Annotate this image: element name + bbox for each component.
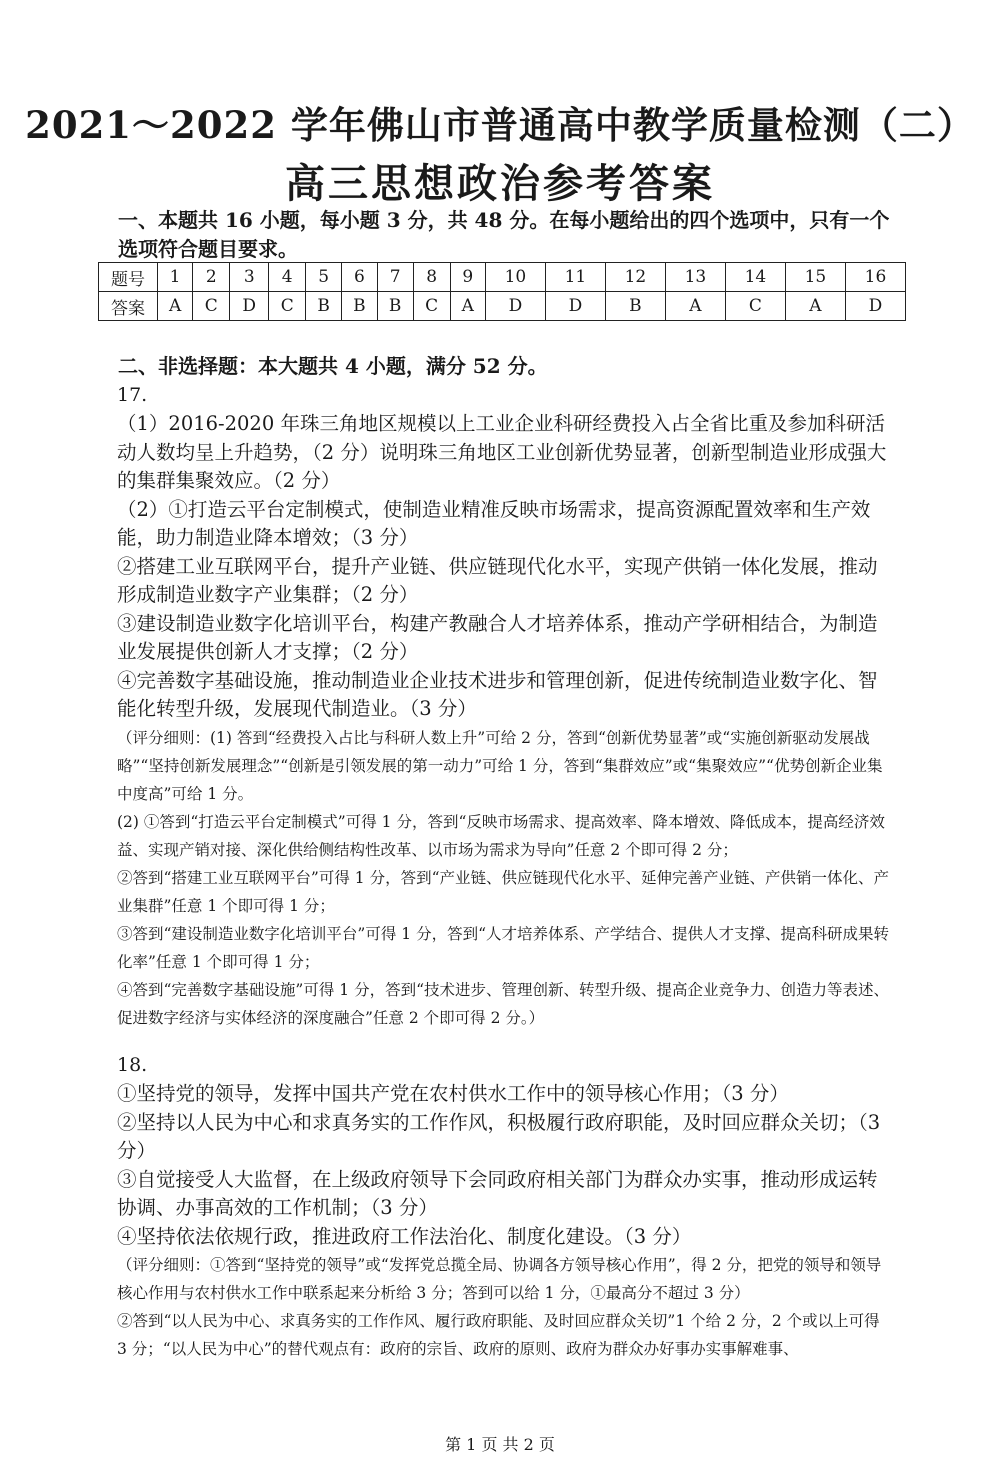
document-title: 2021～2022 学年佛山市普通高中教学质量检测（二） xyxy=(25,103,975,147)
table-cell: 3 xyxy=(230,263,269,292)
paragraph: （2）①打造云平台定制模式，使制造业精准反映市场需求，提高资源配置效率和生产效能，助力制造业降本增效；（3 分） xyxy=(117,497,871,549)
question-17-number: 17. xyxy=(117,384,148,406)
table-cell: D xyxy=(230,292,269,321)
table-cell: 4 xyxy=(269,263,306,292)
table-cell: 14 xyxy=(725,263,785,292)
table-cell: A xyxy=(665,292,725,321)
paragraph: ③建设制造业数字化培训平台，构建产教融合人才培养体系，推动产学研相结合，为制造业发展提供创新人才支撑；（2 分） xyxy=(117,611,878,663)
paragraph: ④坚持依法依规行政，推进政府工作法治化、制度化建设。（3 分） xyxy=(117,1224,692,1248)
page-footer: 第 1 页 共 2 页 xyxy=(445,1435,555,1454)
scoring-note: （评分细则：(1) 答到“经费投入占比与科研人数上升”可给 2 分，答到“创新优势显著”或“实施创新驱动发展战略”“坚持创新发展理念”“创新是引领发展的第一动力”可给 1 分，答到“集群效应”或“集聚效应”“优势创新企业集中度高”可给 1 分。 xyxy=(117,728,883,803)
table-cell: 12 xyxy=(605,263,665,292)
scoring-note: ④答到“完善数字基础设施”可得 1 分，答到“技术进步、管理创新、转型升级、提高企业竞争力、创造力等表述、促进数字经济与实体经济的深度融合”任意 2 个即可得 2 分。） xyxy=(117,980,889,1027)
table-cell: 11 xyxy=(545,263,605,292)
table-cell: B xyxy=(342,292,378,321)
table-cell: 9 xyxy=(450,263,485,292)
table-cell: 10 xyxy=(485,263,545,292)
document-subtitle: 高三思想政治参考答案 xyxy=(285,160,715,207)
table-row xyxy=(99,292,906,321)
scoring-note: ③答到“建设制造业数字化培训平台”可得 1 分，答到“人才培养体系、产学结合、提供人才支撑、提高科研成果转化率”任意 1 个即可得 1 分； xyxy=(117,924,889,971)
table-cell: 6 xyxy=(342,263,378,292)
table-cell: B xyxy=(306,292,342,321)
table-cell: 1 xyxy=(158,263,193,292)
paragraph: ①坚持党的领导，发挥中国共产党在农村供水工作中的领导核心作用；（3 分） xyxy=(117,1082,789,1105)
paragraph: （1）2016-2020 年珠三角地区规模以上工业企业科研经费投入占全省比重及参加科研活动人数均呈上升趋势，（2 分）说明珠三角地区工业创新优势显著，创新型制造业形成强大的集群集聚效应。（2 分） xyxy=(117,412,887,492)
paragraph: ④完善数字基础设施，推动制造业企业技术进步和管理创新，促进传统制造业数字化、智能化转型升级，发展现代制造业。（3 分） xyxy=(117,668,878,720)
table-cell: B xyxy=(605,292,665,321)
table-cell: 2 xyxy=(193,263,230,292)
table-cell: B xyxy=(377,292,413,321)
row-label: 题号 xyxy=(99,263,158,292)
section-2-heading: 二、非选择题：本大题共 4 小题，满分 52 分。 xyxy=(118,354,548,378)
table-cell: C xyxy=(193,292,230,321)
table-cell: A xyxy=(785,292,845,321)
table-cell: 8 xyxy=(413,263,450,292)
section-1-heading: 一、本题共 16 小题，每小题 3 分，共 48 分。在每小题给出的四个选项中，只有一个选项符合题目要求。 xyxy=(118,208,890,261)
table-cell: 13 xyxy=(665,263,725,292)
paragraph: ②搭建工业互联网平台，提升产业链、供应链现代化水平，实现产供销一体化发展，推动形成制造业数字产业集群；（2 分） xyxy=(117,554,878,606)
table-cell: 7 xyxy=(377,263,413,292)
table-cell: D xyxy=(845,292,905,321)
table-cell: C xyxy=(269,292,306,321)
row-label: 答案 xyxy=(99,292,158,321)
table-cell: A xyxy=(450,292,485,321)
question-17-answer xyxy=(117,410,892,1032)
paragraph: ②坚持以人民为中心和求真务实的工作作风，积极履行政府职能，及时回应群众关切；（3 分） xyxy=(117,1110,881,1162)
scoring-note: ②答到“以人民为中心、求真务实的工作作风、履行政府职能、及时回应群众关切”1 个给 2 分，2 个或以上可得 3 分；“以人民为中心”的替代观点有：政府的宗旨、政府的原则、政府为群众办好事办实事解难事、 xyxy=(117,1312,880,1358)
table-row xyxy=(99,263,906,292)
table-cell: A xyxy=(158,292,193,321)
scoring-note: ②答到“搭建工业互联网平台”可得 1 分，答到“产业链、供应链现代化水平、延伸完善产业链、产供销一体化、产业集群”任意 1 个即可得 1 分； xyxy=(117,868,889,915)
table-cell: C xyxy=(413,292,450,321)
table-cell: 16 xyxy=(845,263,905,292)
table-cell: 15 xyxy=(785,263,845,292)
answer-table xyxy=(98,262,906,321)
paragraph: ③自觉接受人大监督，在上级政府领导下会同政府相关部门为群众办实事，推动形成运转协调、办事高效的工作机制；（3 分） xyxy=(117,1167,878,1219)
table-cell: D xyxy=(545,292,605,321)
table-cell: 5 xyxy=(306,263,342,292)
table-cell: D xyxy=(485,292,545,321)
scoring-note: （评分细则：①答到“坚持党的领导”或“发挥党总揽全局、协调各方领导核心作用”，得 2 分，把党的领导和领导核心作用与农村供水工作中联系起来分析给 3 分；答到可以给 1 分，①最高分不超过 3 分） xyxy=(117,1256,882,1302)
question-18-number: 18. xyxy=(117,1054,148,1076)
table-cell: C xyxy=(725,292,785,321)
question-18-answer xyxy=(117,1080,892,1363)
scoring-note: (2) ①答到“打造云平台定制模式”可得 1 分，答到“反映市场需求、提高效率、降本增效、降低成本，提高经济效益、实现产销对接、深化供给侧结构性改革、以市场为需求为导向”任意 2 个即可得 2 分； xyxy=(117,812,885,859)
